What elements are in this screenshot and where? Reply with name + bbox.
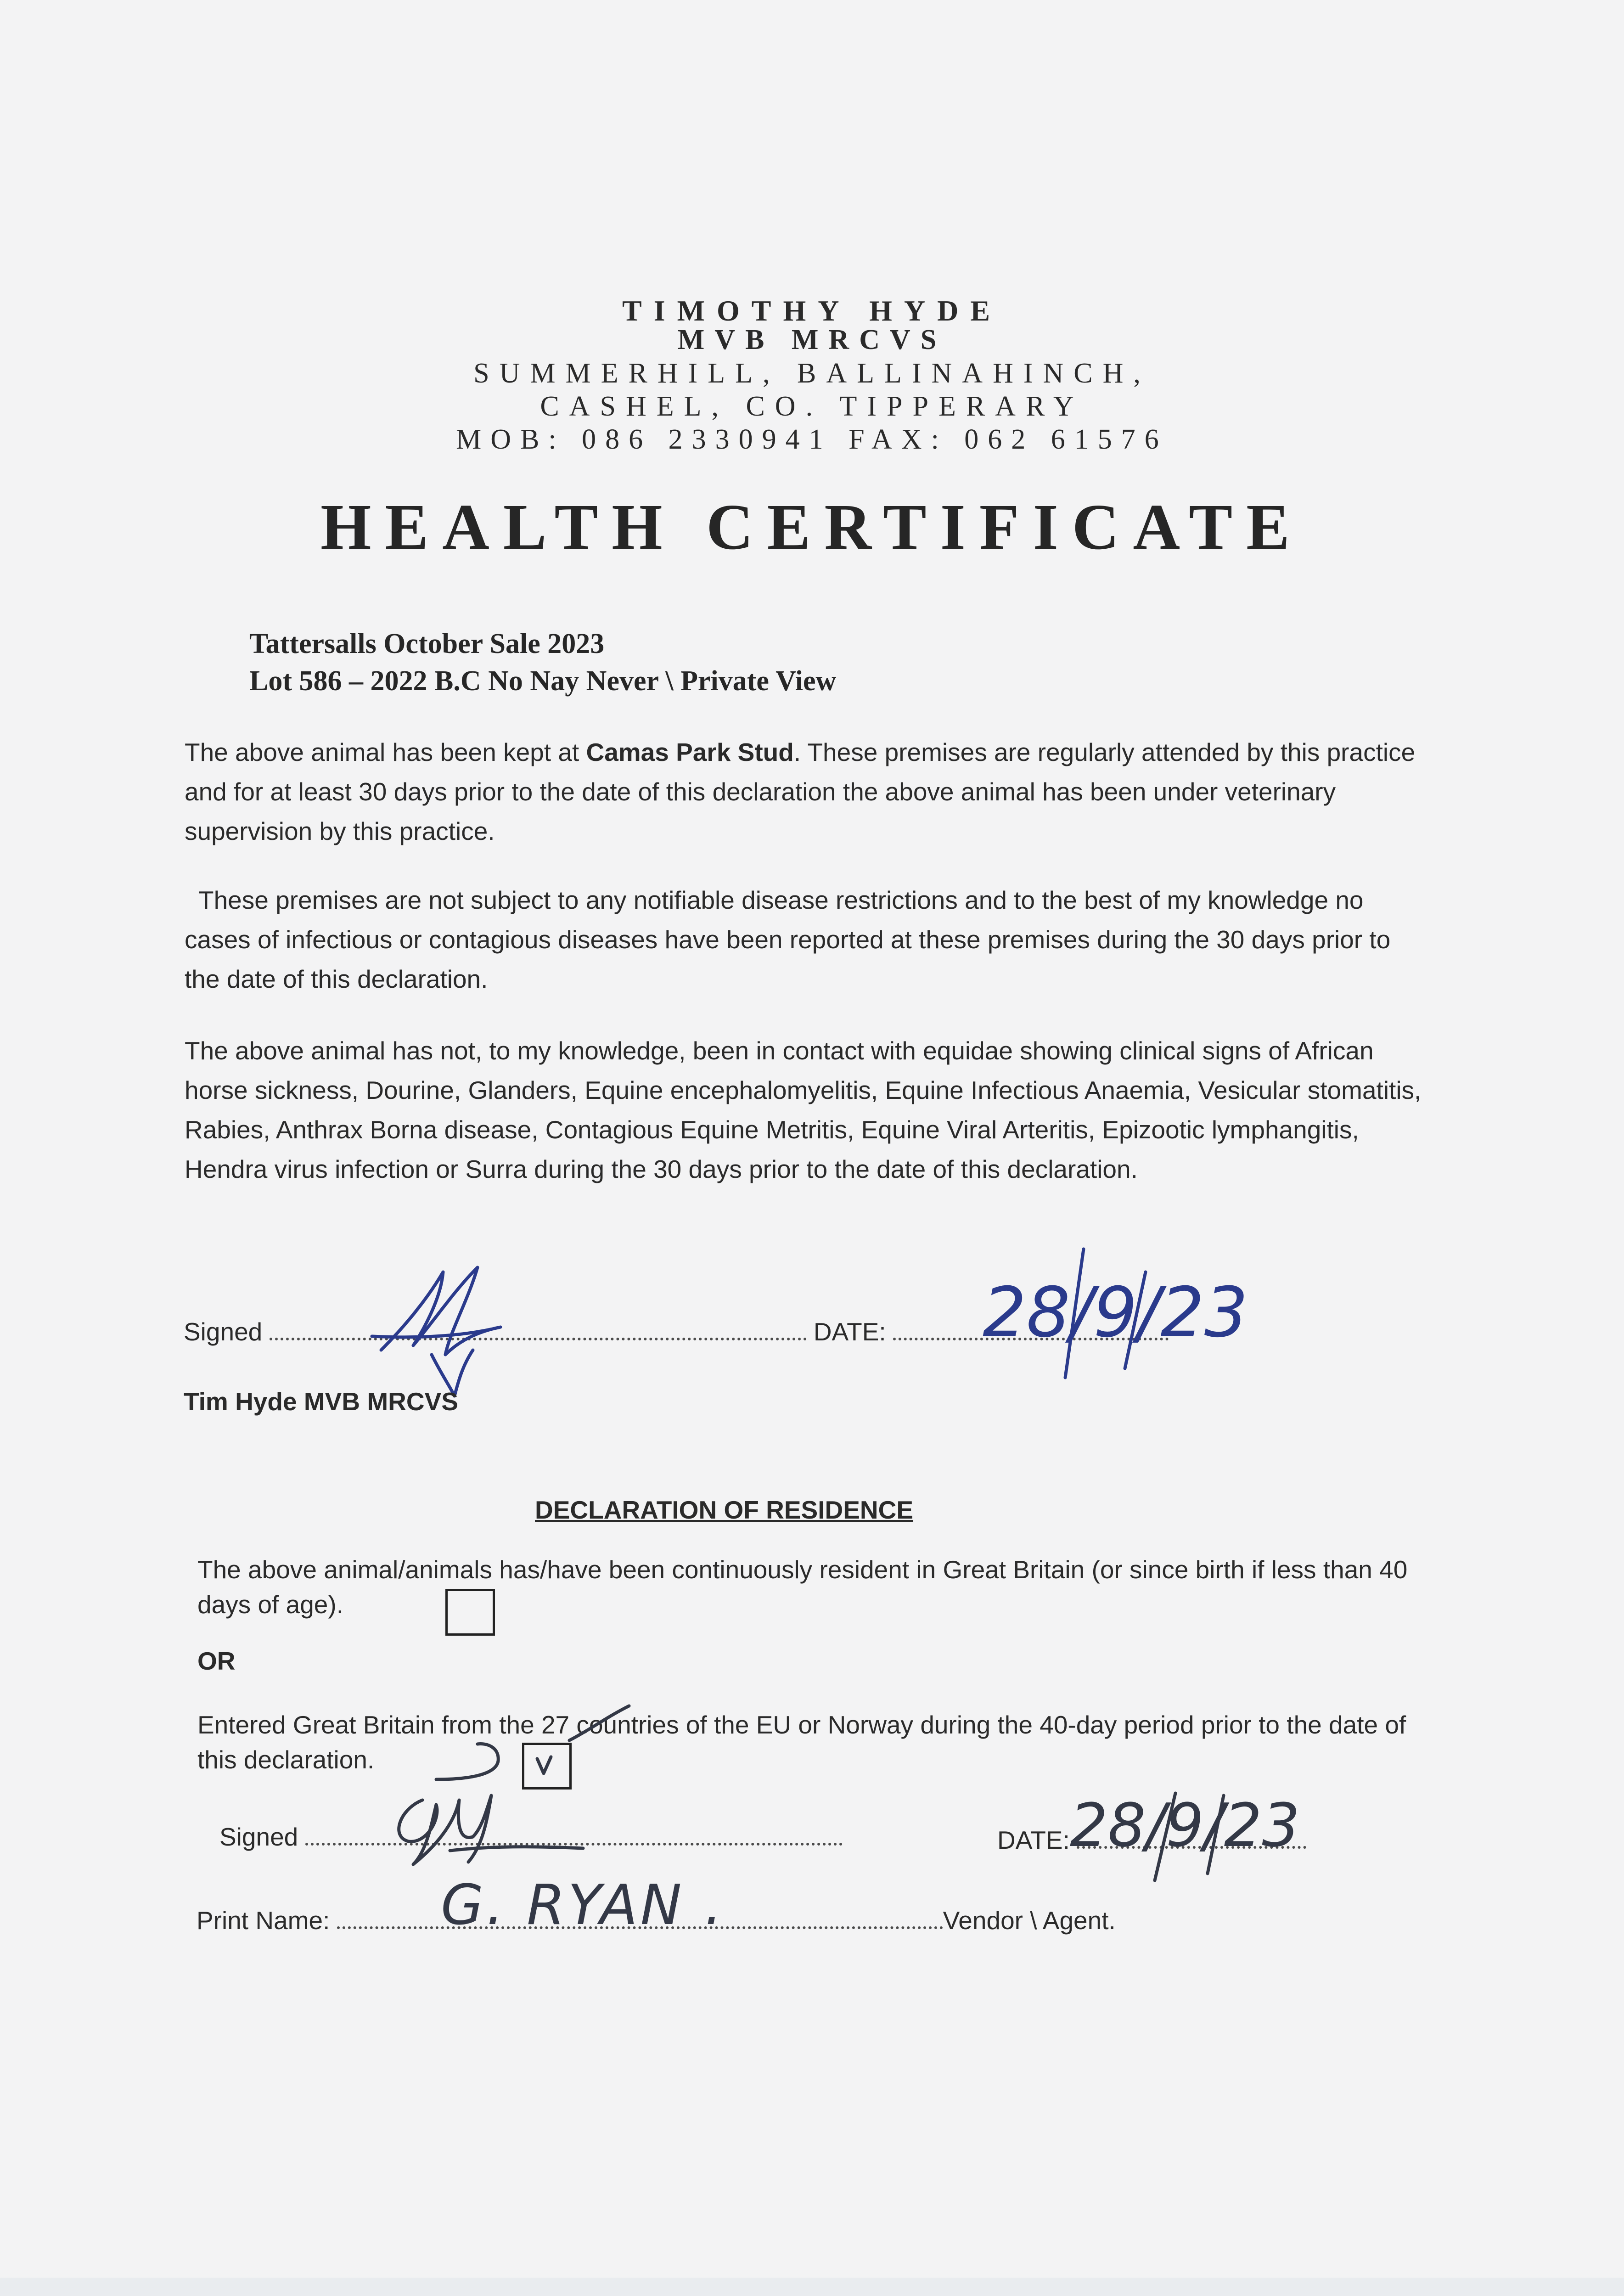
letterhead-qualifications: MVB MRCVS xyxy=(677,324,947,355)
letterhead-name: TIMOTHY HYDE xyxy=(622,294,1002,327)
document-title: HEALTH CERTIFICATE xyxy=(320,490,1304,563)
paragraph-premises xyxy=(185,732,1424,851)
vet-printed-name: Tim Hyde MVB MRCVS xyxy=(184,1387,458,1416)
vet-handwritten-date xyxy=(973,1240,1248,1382)
or-label: OR xyxy=(197,1647,236,1675)
svg-text:28/9/23: 28/9/23 xyxy=(983,1273,1248,1353)
residence-option-2-text: Entered Great Britain from the 27 countries of the EU or Norway during the 40-day period prior to the date of this declaration. xyxy=(197,1711,1406,1774)
vendor-signed-label: Signed xyxy=(219,1823,298,1851)
residence-option-1-checkbox[interactable] xyxy=(445,1589,495,1636)
paragraph-restrictions xyxy=(185,880,1424,999)
declaration-title: DECLARATION OF RESIDENCE xyxy=(535,1496,914,1524)
letterhead-phone: MOB: 086 2330941 FAX: 062 61576 xyxy=(456,424,1168,455)
paragraph-premises-start: The above animal has been kept at xyxy=(185,738,586,766)
checkmark-icon xyxy=(524,1745,569,1787)
stud-name: Camas Park Stud xyxy=(586,738,794,766)
vendor-handwritten-date xyxy=(1070,1782,1327,1887)
vet-date-label: DATE: xyxy=(813,1317,886,1346)
page-bottom-edge xyxy=(0,2278,1624,2296)
residence-option-1 xyxy=(197,1552,1437,1622)
svg-text:G. RYAN .: G. RYAN . xyxy=(441,1874,725,1937)
hand-mark-declaration xyxy=(395,1736,510,1786)
vendor-handwritten-name xyxy=(436,1864,735,1938)
residence-option-2 xyxy=(197,1707,1437,1777)
paragraph-restrictions-text: These premises are not subject to any notifiable disease restrictions and to the best of my knowledge no cases of infectious or contagious diseases have been reported at these premises during the 30 days prior to the date of this declaration. xyxy=(185,886,1391,993)
paragraph-diseases-text: The above animal has not, to my knowledge, been in contact with equidae showing clinical signs of African horse sickness, Dourine, Glanders, Equine encephalomyelitis, Equine Infectious Anaemia, Vesicular stomatitis, Rabies, Anthrax Borna disease, Contagious Equine Metritis, Equine Viral Arteritis, Epizootic lymphangitis, Hendra virus infection or Surra during the 30 days prior to the date of this declaration. xyxy=(185,1036,1422,1183)
vendor-agent-label: Vendor \ Agent. xyxy=(943,1906,1116,1935)
vet-signed-label: Signed xyxy=(184,1317,263,1346)
vendor-date-label: DATE: xyxy=(997,1826,1070,1854)
paragraph-premises-end: . These premises are regularly attended by this practice and for at least 30 days prior to the date of this declaration the above animal has been under veterinary supervision by this practice. xyxy=(185,738,1416,845)
letterhead-address-line1: SUMMERHILL, BALLINAHINCH, xyxy=(473,358,1151,389)
print-name-label: Print Name: xyxy=(197,1906,330,1935)
letterhead-address-line2: CASHEL, CO. TIPPERARY xyxy=(540,391,1084,422)
residence-option-1-text: The above animal/animals has/have been continuously resident in Great Britain (or since birth if less than 40 days of age). xyxy=(197,1555,1408,1619)
hand-mark-27 xyxy=(565,1704,634,1745)
svg-text:28/9/23: 28/9/23 xyxy=(1070,1790,1300,1860)
paragraph-diseases xyxy=(185,1031,1424,1189)
vet-signature-image xyxy=(363,1258,546,1396)
sale-name: Tattersalls October Sale 2023 xyxy=(249,628,605,659)
lot-description: Lot 586 – 2022 B.C No Nay Never \ Private View xyxy=(249,665,837,697)
